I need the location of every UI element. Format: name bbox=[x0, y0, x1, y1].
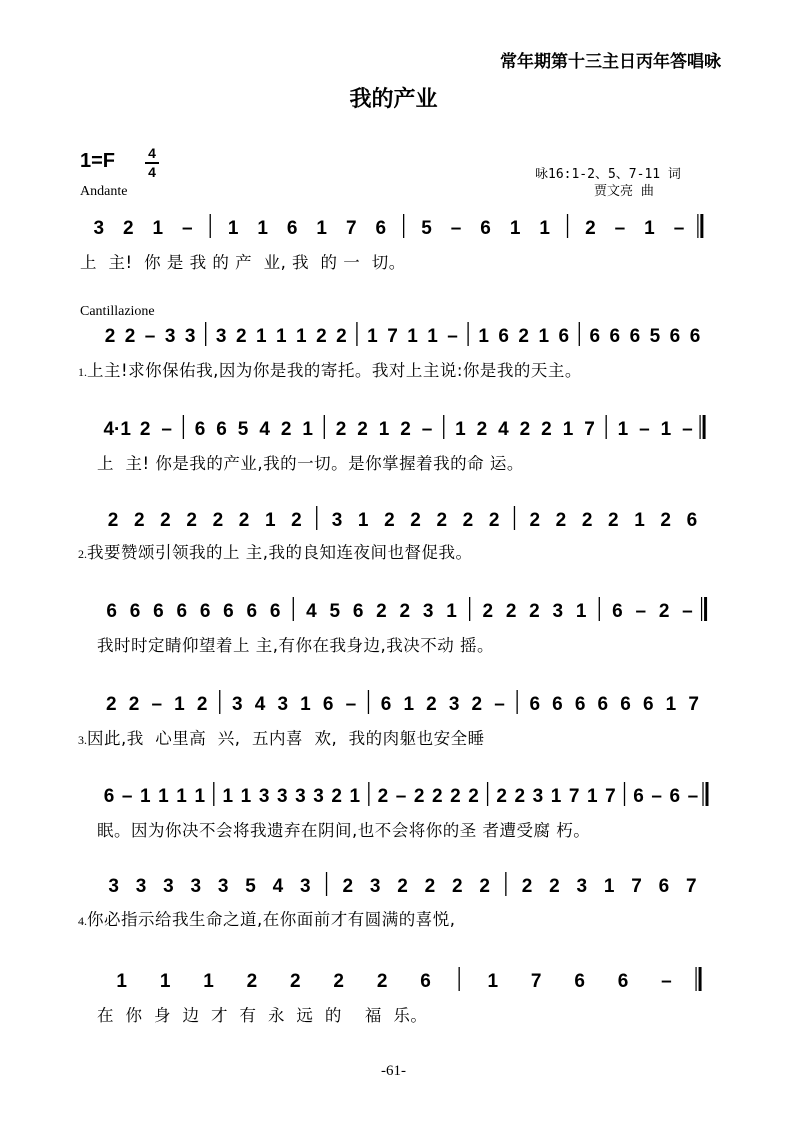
note: 7 bbox=[568, 786, 580, 806]
note: 1 bbox=[116, 971, 127, 991]
lyric-line bbox=[80, 249, 406, 273]
note: 1 bbox=[257, 218, 268, 238]
page-number: -61- bbox=[381, 1063, 406, 1079]
note: 2 bbox=[505, 601, 517, 621]
note: 7 bbox=[688, 694, 699, 714]
note: 2 bbox=[519, 419, 531, 439]
note: 6 bbox=[216, 419, 227, 439]
lyric-line bbox=[97, 450, 524, 474]
note: 4 bbox=[306, 601, 317, 621]
note: 3 bbox=[163, 876, 174, 896]
note: 1 bbox=[367, 326, 378, 346]
lyric-line bbox=[78, 725, 485, 749]
note: 1 bbox=[660, 419, 672, 439]
note: 2 bbox=[238, 510, 250, 530]
notation-line bbox=[0, 776, 787, 806]
note: 1 bbox=[378, 419, 390, 439]
note: 3 bbox=[135, 876, 147, 896]
lyric-line bbox=[78, 539, 473, 563]
note: 1 bbox=[240, 786, 252, 806]
note: 2 bbox=[104, 326, 116, 346]
note: 2 bbox=[479, 876, 490, 896]
note: 4·1 bbox=[103, 419, 131, 439]
lyricist-credit: 咏16:1-2、5、7-11 词 bbox=[535, 167, 681, 182]
note: 2 bbox=[316, 326, 327, 346]
note: 6 bbox=[199, 601, 211, 621]
dash-extension: – bbox=[345, 694, 357, 714]
note: 2 bbox=[541, 419, 552, 439]
dash-extension: – bbox=[161, 419, 172, 439]
note: 6 bbox=[558, 326, 570, 346]
note: 2 bbox=[431, 786, 443, 806]
note: 2 bbox=[399, 601, 411, 621]
dash-extension: – bbox=[421, 419, 433, 439]
note: 6 bbox=[574, 694, 586, 714]
note: 3 bbox=[108, 876, 119, 896]
note: 2 bbox=[581, 510, 593, 530]
note: 2 bbox=[186, 510, 197, 530]
note: 7 bbox=[530, 971, 542, 991]
note: 6 bbox=[633, 786, 644, 806]
note: 6 bbox=[352, 601, 364, 621]
note: 3 bbox=[331, 510, 343, 530]
note: 2 bbox=[376, 601, 387, 621]
note: 6 bbox=[686, 510, 698, 530]
note: 2 bbox=[397, 876, 408, 896]
note: 1 bbox=[159, 971, 171, 991]
note: 6 bbox=[574, 971, 585, 991]
notation-line bbox=[0, 208, 787, 238]
note: 2 bbox=[106, 694, 117, 714]
note: 2 bbox=[333, 971, 345, 991]
note: 2 bbox=[336, 326, 347, 346]
note: 3 bbox=[552, 601, 564, 621]
note: 3 bbox=[295, 786, 306, 806]
lyric-line bbox=[97, 1002, 427, 1026]
note: 6 bbox=[380, 694, 392, 714]
note: 1 bbox=[487, 971, 499, 991]
note: 1 bbox=[427, 326, 438, 346]
note: 1 bbox=[539, 218, 550, 238]
dash-extension: – bbox=[639, 419, 650, 439]
note: 2 bbox=[291, 510, 302, 530]
note: 6 bbox=[617, 971, 629, 991]
dash-extension: – bbox=[447, 326, 458, 346]
note: 6 bbox=[597, 694, 609, 714]
note: 1 bbox=[446, 601, 457, 621]
note: 3 bbox=[448, 694, 460, 714]
note: 6 bbox=[129, 601, 141, 621]
note: 6 bbox=[223, 601, 234, 621]
dash-extension: – bbox=[151, 694, 163, 714]
note: 3 bbox=[258, 786, 270, 806]
note: 6 bbox=[286, 218, 298, 238]
note: 6 bbox=[246, 601, 258, 621]
note: 4 bbox=[272, 876, 284, 896]
note: 2 bbox=[426, 694, 437, 714]
note: 1 bbox=[302, 419, 313, 439]
dash-extension: – bbox=[651, 786, 662, 806]
tempo-marking: Andante bbox=[80, 184, 128, 199]
note: 3 bbox=[184, 326, 196, 346]
note: 5 bbox=[237, 419, 249, 439]
dash-extension: – bbox=[673, 218, 685, 238]
notation-line bbox=[0, 591, 787, 621]
note: 6 bbox=[689, 326, 701, 346]
hymn-category-header: 常年期第十三主日丙年答唱咏 bbox=[500, 52, 721, 72]
note: 3 bbox=[277, 694, 289, 714]
note: 2 bbox=[377, 786, 389, 806]
dash-extension: – bbox=[182, 218, 193, 238]
note: 1 bbox=[140, 786, 151, 806]
notation-line bbox=[0, 684, 787, 714]
notation-line bbox=[0, 409, 787, 439]
key-signature: 1=F bbox=[80, 150, 116, 172]
note: 2 bbox=[400, 419, 411, 439]
note: 7 bbox=[605, 786, 616, 806]
note: 2 bbox=[235, 326, 247, 346]
note: 1 bbox=[575, 601, 587, 621]
note: 5 bbox=[329, 601, 341, 621]
note: 3 bbox=[313, 786, 324, 806]
note: 2 bbox=[424, 876, 436, 896]
note: 1 bbox=[509, 218, 521, 238]
lyric-text: 因此,我 心里高 兴, 五内喜 欢, 我的肉躯也安全睡 bbox=[87, 729, 485, 748]
meter-top: 4 bbox=[148, 145, 156, 161]
notation-line bbox=[0, 961, 787, 991]
note: 1 bbox=[176, 786, 187, 806]
lyric-text: 我要赞颂引领我的上 主,我的良知连夜间也督促我。 bbox=[87, 543, 473, 562]
composer-credit: 贾文亮 曲 bbox=[594, 184, 654, 199]
note: 2 bbox=[555, 510, 567, 530]
note: 2 bbox=[246, 971, 258, 991]
note: 2 bbox=[549, 876, 560, 896]
verse-number: 1. bbox=[78, 365, 87, 379]
note: 6 bbox=[194, 419, 206, 439]
dash-extension: – bbox=[614, 218, 626, 238]
note: 6 bbox=[609, 326, 621, 346]
note: 3 bbox=[215, 326, 227, 346]
note: 2 bbox=[410, 510, 421, 530]
note: 4 bbox=[498, 419, 509, 439]
note: 2 bbox=[133, 510, 145, 530]
note: 7 bbox=[631, 876, 642, 896]
note: 2 bbox=[476, 419, 488, 439]
note: 6 bbox=[498, 326, 509, 346]
note: 1 bbox=[665, 694, 677, 714]
hymn-title: 我的产业 bbox=[349, 86, 438, 112]
note: 2 bbox=[413, 786, 425, 806]
lyric-text: 上主!求你保佑我,因为你是我的寄托。我对上主说:你是我的天主。 bbox=[87, 361, 582, 380]
note: 1 bbox=[349, 786, 361, 806]
note: 4 bbox=[259, 419, 270, 439]
note: 6 bbox=[589, 326, 601, 346]
note: 2 bbox=[290, 971, 301, 991]
note: 2 bbox=[123, 218, 134, 238]
dash-extension: – bbox=[635, 601, 647, 621]
note: 1 bbox=[403, 694, 415, 714]
dash-extension: – bbox=[682, 419, 693, 439]
note: 3 bbox=[93, 218, 105, 238]
note: 6 bbox=[269, 601, 281, 621]
note: 2 bbox=[280, 419, 292, 439]
note: 6 bbox=[322, 694, 334, 714]
note: 2 bbox=[436, 510, 448, 530]
dash-extension: – bbox=[144, 326, 156, 346]
note: 1 bbox=[617, 419, 629, 439]
note: 2 bbox=[585, 218, 596, 238]
note: 2 bbox=[471, 694, 483, 714]
note: 1 bbox=[203, 971, 214, 991]
note: 6 bbox=[106, 601, 117, 621]
note: 7 bbox=[345, 218, 357, 238]
dash-extension: – bbox=[450, 218, 462, 238]
lyric-text: 上 主! 你 是 我 的 产 业, 我 的 一 切。 bbox=[80, 253, 406, 272]
note: 4 bbox=[254, 694, 266, 714]
dash-extension: – bbox=[395, 786, 407, 806]
note: 1 bbox=[587, 786, 598, 806]
note: 1 bbox=[194, 786, 206, 806]
note: 2 bbox=[335, 419, 347, 439]
note: 2 bbox=[660, 510, 672, 530]
note: 1 bbox=[455, 419, 466, 439]
note: 2 bbox=[496, 786, 507, 806]
note: 1 bbox=[300, 694, 311, 714]
note: 1 bbox=[634, 510, 645, 530]
note: 2 bbox=[462, 510, 474, 530]
lyric-text: 上 主! 你是我的产业,我的一切。是你掌握着我的命 运。 bbox=[97, 454, 524, 473]
dash-extension: – bbox=[494, 694, 505, 714]
note: 2 bbox=[342, 876, 354, 896]
note: 2 bbox=[450, 786, 461, 806]
note: 3 bbox=[164, 326, 176, 346]
note: 6 bbox=[642, 694, 654, 714]
note: 1 bbox=[644, 218, 655, 238]
lyric-text: 你必指示给我生命之道,在你面前才有圆满的喜悦, bbox=[87, 910, 456, 929]
note: 2 bbox=[518, 326, 529, 346]
note: 2 bbox=[468, 786, 479, 806]
note: 6 bbox=[629, 326, 641, 346]
lyric-line bbox=[78, 357, 582, 381]
note: 2 bbox=[331, 786, 342, 806]
note: 1 bbox=[538, 326, 550, 346]
note: 1 bbox=[550, 786, 562, 806]
notation-line bbox=[0, 866, 787, 896]
note: 6 bbox=[103, 786, 115, 806]
note: 1 bbox=[276, 326, 287, 346]
lyric-line bbox=[97, 817, 590, 841]
dash-extension: – bbox=[682, 601, 693, 621]
note: 2 bbox=[451, 876, 463, 896]
note: 1 bbox=[316, 218, 327, 238]
note: 2 bbox=[357, 419, 368, 439]
note: 5 bbox=[421, 218, 432, 238]
lyric-text: 我时时定睛仰望着上 主,有你在我身边,我决不动 摇。 bbox=[97, 636, 494, 655]
note: 2 bbox=[608, 510, 619, 530]
note: 6 bbox=[552, 694, 563, 714]
note: 3 bbox=[532, 786, 544, 806]
note: 5 bbox=[245, 876, 256, 896]
note: 2 bbox=[376, 971, 388, 991]
note: 2 bbox=[160, 510, 171, 530]
note: 2 bbox=[139, 419, 151, 439]
lyric-text: 眠。因为你决不会将我遗弃在阴间,也不会将你的圣 者遭受腐 朽。 bbox=[97, 821, 591, 840]
note: 1 bbox=[222, 786, 234, 806]
note: 1 bbox=[174, 694, 185, 714]
note: 1 bbox=[264, 510, 276, 530]
dash-extension: – bbox=[121, 786, 133, 806]
note: 2 bbox=[482, 601, 494, 621]
note: 2 bbox=[529, 601, 540, 621]
time-signature bbox=[145, 146, 159, 180]
note: 6 bbox=[529, 694, 541, 714]
note: 3 bbox=[232, 694, 243, 714]
note: 1 bbox=[562, 419, 574, 439]
note: 1 bbox=[152, 218, 164, 238]
cantillation-marking: Cantillazione bbox=[80, 304, 155, 319]
note: 7 bbox=[387, 326, 398, 346]
verse-number: 4. bbox=[78, 914, 87, 928]
notation-line bbox=[0, 500, 787, 530]
lyric-line bbox=[97, 632, 494, 656]
note: 6 bbox=[176, 601, 188, 621]
notation-line bbox=[0, 316, 787, 346]
note: 1 bbox=[603, 876, 615, 896]
lyric-text: 在 你 身 边 才 有 永 远 的 福 乐。 bbox=[97, 1006, 428, 1025]
lyric-line bbox=[78, 906, 456, 930]
note: 3 bbox=[217, 876, 229, 896]
note: 2 bbox=[384, 510, 395, 530]
meter-bottom: 4 bbox=[148, 164, 156, 180]
note: 3 bbox=[369, 876, 381, 896]
note: 2 bbox=[521, 876, 533, 896]
note: 3 bbox=[276, 786, 288, 806]
note: 1 bbox=[478, 326, 489, 346]
note: 6 bbox=[375, 218, 387, 238]
dash-extension: – bbox=[687, 786, 699, 806]
note: 2 bbox=[212, 510, 224, 530]
note: 3 bbox=[190, 876, 202, 896]
note: 6 bbox=[669, 786, 681, 806]
note: 2 bbox=[128, 694, 140, 714]
note: 6 bbox=[620, 694, 631, 714]
note: 6 bbox=[480, 218, 491, 238]
note: 1 bbox=[296, 326, 307, 346]
note: 6 bbox=[612, 601, 623, 621]
note: 1 bbox=[407, 326, 418, 346]
note: 7 bbox=[584, 419, 595, 439]
note: 1 bbox=[255, 326, 267, 346]
note: 5 bbox=[649, 326, 661, 346]
verse-number: 2. bbox=[78, 547, 87, 561]
note: 3 bbox=[300, 876, 311, 896]
note: 1 bbox=[227, 218, 239, 238]
note: 6 bbox=[658, 876, 670, 896]
verse-number: 3. bbox=[78, 733, 87, 747]
note: 3 bbox=[422, 601, 434, 621]
note: 7 bbox=[686, 876, 697, 896]
note: 2 bbox=[124, 326, 136, 346]
note: 1 bbox=[357, 510, 369, 530]
note: 2 bbox=[658, 601, 670, 621]
note: 6 bbox=[669, 326, 681, 346]
note: 6 bbox=[420, 971, 431, 991]
note: 1 bbox=[158, 786, 169, 806]
dash-extension: – bbox=[661, 971, 672, 991]
note: 6 bbox=[153, 601, 164, 621]
note: 2 bbox=[529, 510, 541, 530]
note: 3 bbox=[576, 876, 588, 896]
note: 2 bbox=[488, 510, 500, 530]
note: 2 bbox=[514, 786, 526, 806]
note: 2 bbox=[107, 510, 119, 530]
note: 2 bbox=[196, 694, 208, 714]
